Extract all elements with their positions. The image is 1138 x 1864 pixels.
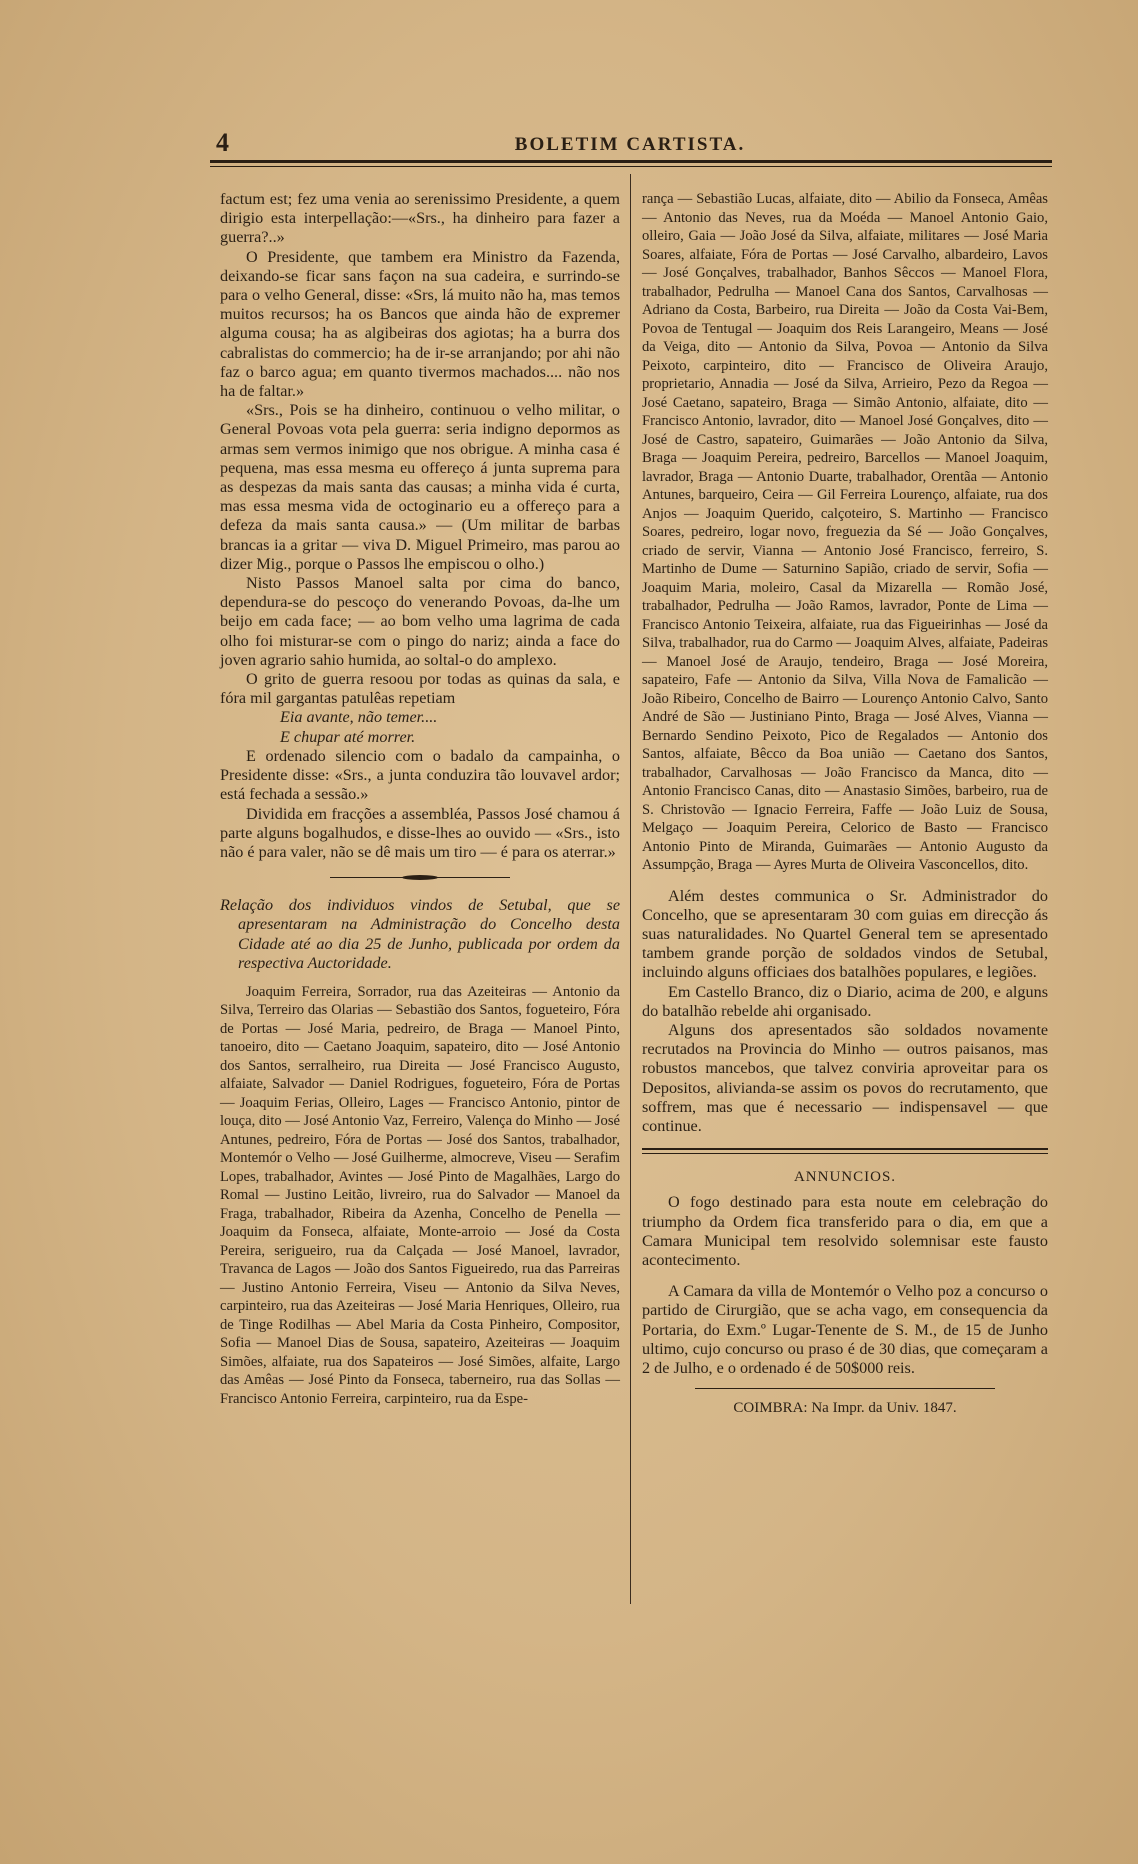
paragraph: Nisto Passos Manoel salta por cima do banco, dependura-se do pescoço do venerando Povoas, da-lhe um beijo em cada face; — ao bom velho uma lagrima de cada olho foi misturar-se com o pingo do nariz; ainda a face do joven agrario sahio humida, ao soltal-o do amplexo. [220, 574, 620, 669]
list-text: Joaquim Ferreira, Sorrador, rua das Azeiteiras — Antonio da Silva, Terreiro das Olarias — Sebastião dos Santos, fogueteiro, Fóra de Portas — José Maria, pedreiro, de Braga — Manoel Pinto, tanoeiro, dito — Caetano Joaquim, sapateiro, dito — José Antonio dos Santos, serralheiro, rua Direita — José Francisco Augusto, alfaiate, Salvador — Daniel Rodrigues, fogueteiro, Fóra de Portas — Joaquim Ferias, Olleiro, Lages — Francisco Antonio, pintor de louça, dito — José Antonio Vaz, Ferreiro, Valença do Minho — José Antunes, pedreiro, Fóra de Portas — José dos Santos, trabalhador, Montemór o Velho — José Guilherme, almocreve, Viseu — Serafim Lopes, trabalhador, Avintes — José Pinto de Magalhães, Largo do Romal — Justino Leitão, livreiro, rua do Salvador — Manoel da Fraga, trabalhador, Ribeira da Azenha, Concelho de Penella — Joaquim da Fonseca, alfaiate, Monte-arroio — José da Costa Pereira, serigueiro, rua da Calçada — José Manoel, lavrador, Travanca de Lagos — João dos Santos Figueiredo, rua das Parreiras — Justino Antonio Ferreira, Viseu — Antonio da Silva Neves, carpinteiro, rua das Azeiteiras — José Maria Henriques, Olleiro, rua de Tinge Rodilhas — Abel Maria da Costa Pinheiro, Compositor, Sofia — Manoel Dias de Sousa, sapateiro, Azeiteiras — Joaquim Simões, alfaiate, rua dos Sapateiros — José Simões, alfaite, Largo das Amêas — José Pinto da Fonseca, taberneiro, rua das Sollas — Francisco Antonio Ferreira, carpinteiro, rua da Espe- [220, 983, 620, 1407]
verse-line: E chupar até morrer. [280, 727, 416, 746]
page-header [210, 128, 1050, 158]
paragraph: Além destes communica o Sr. Administrador do Concelho, que se apresentaram 30 com guias em direcção ás suas naturalidades. No Quartel General tem se apresentado tambem grande porção de soldados vindos de Setubal, incluindo alguns officiaes dos batalhões populares, e legiões. [642, 886, 1048, 982]
list-title: Relação dos individuos vindos de Setubal, que se apresentaram na Administração do Concelho desta Cidade até ao dia 25 de Junho, publicada por ordem da respectiva Auctoridade. [220, 896, 620, 972]
paragraph: factum est; fez uma venia ao serenissimo Presidente, a quem dirigio esta interpellação:—«Srs., ha dinheiro para fazer a guerra?..» [220, 190, 620, 247]
paragraph: E ordenado silencio com o badalo da campainha, o Presidente disse: «Srs., a junta conduzira tão louvavel ardor; está fechada a sessão.» [220, 746, 620, 804]
announcement: A Camara da villa de Montemór o Velho poz a concurso o partido de Cirurgião, que se acha vago, em consequencia da Portaria, do Exm.º Lugar-Tenente de S. M., de 15 de Junho ultimo, cujo concurso ou praso é de 30 dias, que começaram a 2 de Julho, e o ordenado é de 50$000 reis. [642, 1282, 1048, 1377]
paragraph: O Presidente, que tambem era Ministro da Fazenda, deixando-se ficar sans façon na sua cadeira, e surrindo-se para o velho General, disse: «Srs, lá muito não ha, mas temos muitos recursos; ha os Bancos que ainda hão de expremer alguma cousa; ha as algibeiras dos agiotas; ha a burra dos cabralistas do commercio; ha de ir-se arranjando; por ahi não faz o barco agua; em quanto tivermos machados.... não nos ha de faltar.» [220, 247, 620, 401]
ornamental-divider [330, 876, 510, 880]
verse-line: Eia avante, não temer.... [280, 708, 438, 727]
paragraph: Dividida em fracções a assembléa, Passos José chamou á parte alguns bogalhudos, e disse-lhes ao ouvido — «Srs., isto não é para valer, não se dê mais um tiro — é para os aterrar.» [220, 804, 620, 861]
page-number: 4 [216, 128, 229, 157]
paragraph: O grito de guerra resoou por todas as quinas da sala, e fóra mil gargantas patulêas repetiam [220, 670, 620, 708]
list-text-continued: rança — Sebastião Lucas, alfaiate, dito — Abilio da Fonseca, Amêas — Antonio das Neves, rua da Moéda — Manoel Antonio Gaio, olleiro, Gaia — João José da Silva, alfaiate, militares — José Maria Soares, alfaiate, Fóra de Portas — José Carvalho, albardeiro, Lavos — José Gonçalves, trabalhador, Banhos Sêccos — Manoel Flora, trabalhador, Pedrulha — Manoel Cana dos Santos, Carvalhosas — Adriano da Costa, Barbeiro, rua Direita — João da Costa Vai-Bem, Povoa de Tentugal — Joaquim dos Reis Larangeiro, Means — José da Veiga, dito — Antonio da Silva, Povoa — Antonio da Silva Peixoto, carpinteiro, dito — Francisco de Oliveira Araujo, proprietario, Annadia — José da Silva, Arrieiro, Pezo da Regoa — José Caetano, sapateiro, Braga — Simão Antonio, alfaiate, dito — Francisco Antonio, lavrador, dito — Manoel José Gonçalves, dito — José de Castro, sapateiro, Guimarães — João Antonio da Silva, Braga — Joaquim Pereira, pedreiro, Barcellos — Manoel Joaquim, lavrador, Braga — Antonio Duarte, trabalhador, Orentãa — Antonio Antunes, barqueiro, Ceira — Gil Ferreira Lourenço, alfaiate, rua dos Anjos — Joaquim Querido, calçoteiro, S. Martinho — Francisco Soares, pedreiro, logar novo, freguezia da Sé — João Gonçalves, criado de servir, Vianna — Antonio José Francisco, ferreiro, S. Martinho de Dume — Saturnino Sapião, criado de servir, Sofia — Joaquim Maria, moleiro, Casal da Mizarella — Romão José, trabalhador, Pedrulha — João Ramos, lavrador, Ponte de Lima — Francisco Antonio Teixeira, alfaiate, rua das Figueirinhas — José da Silva, trabalhador, rua do Carmo — Joaquim Alves, alfaiate, Padeiras — Manoel José de Araujo, tendeiro, Braga — José Moreira, sapateiro, Fafe — Antonio da Silva, Villa Nova de Famalicão — João Ribeiro, Concelho de Bairro — Lourenço Antonio Calvo, Santo André de São — Justiniano Pinto, Braga — José Alves, Vianna — Bernardo Sendino Peixoto, Pico de Regalados — Antonio dos Santos, alfaiate, Bêcco da Boa união — Caetano dos Santos, trabalhador, Carvalhosas — João Francisco da Manca, dito — Antonio Francisco Canas, dito — Anastasio Simões, barbeiro, rua de S. Christovão — Ignacio Ferreira, Faffe — João Luiz de Sousa, Melgaço — Joaquim Pereira, Celorico de Basto — Francisco Antonio Pinto de Miranda, Guimarães — Antonio Augusto da Assumpção, Braga — Ayres Murta de Oliveira Vasconcellos, dito. [642, 191, 1048, 873]
paragraph: Alguns dos apresentados são soldados novamente recrutados na Provincia do Minho — outros paisanos, mas robustos mancebos, que talvez conviria aproveitar para os Depositos, alivianda-se assim os povos do recrutamento, que soffrem, mas que é necessario — indispensavel — que continue. [642, 1020, 1048, 1135]
right-column [642, 190, 1048, 1418]
left-column [220, 190, 620, 1408]
announcement: O fogo destinado para esta noute em celebração do triumpho da Ordem fica transferido para o dia, em que a Camara Municipal tem resolvido solemnisar este fausto acontecimento. [642, 1193, 1048, 1269]
column-divider [630, 174, 631, 1604]
header-rule [210, 160, 1052, 163]
paragraph: Em Castello Branco, diz o Diario, acima de 200, e alguns do batalhão rebelde ahi organisado. [642, 982, 1048, 1020]
running-title: BOLETIM CARTISTA. [514, 134, 746, 155]
annuncios-heading: ANNUNCIOS. [793, 1169, 897, 1186]
paragraph: «Srs., Pois se ha dinheiro, continuou o velho militar, o General Povoas vota pela guerra: seria indigno depormos as armas sem vermos inimigo que nos obrigue. A minha casa é pequena, mas essa mesma eu offereço á junta suprema para as despezas da mais santa das causas; a minha vida é curta, mas essa mesma vida de octoginario eu a offereço para a defeza da mais santa causa.» — (Um militar de barbas brancas ia a gritar — viva D. Miguel Primeiro, mas parou ao dizer Mig., porque o Passos lhe empiscou o olho.) [220, 401, 620, 573]
section-rule [642, 1148, 1048, 1154]
imprint: COIMBRA: Na Impr. da Univ. 1847. [695, 1388, 995, 1418]
